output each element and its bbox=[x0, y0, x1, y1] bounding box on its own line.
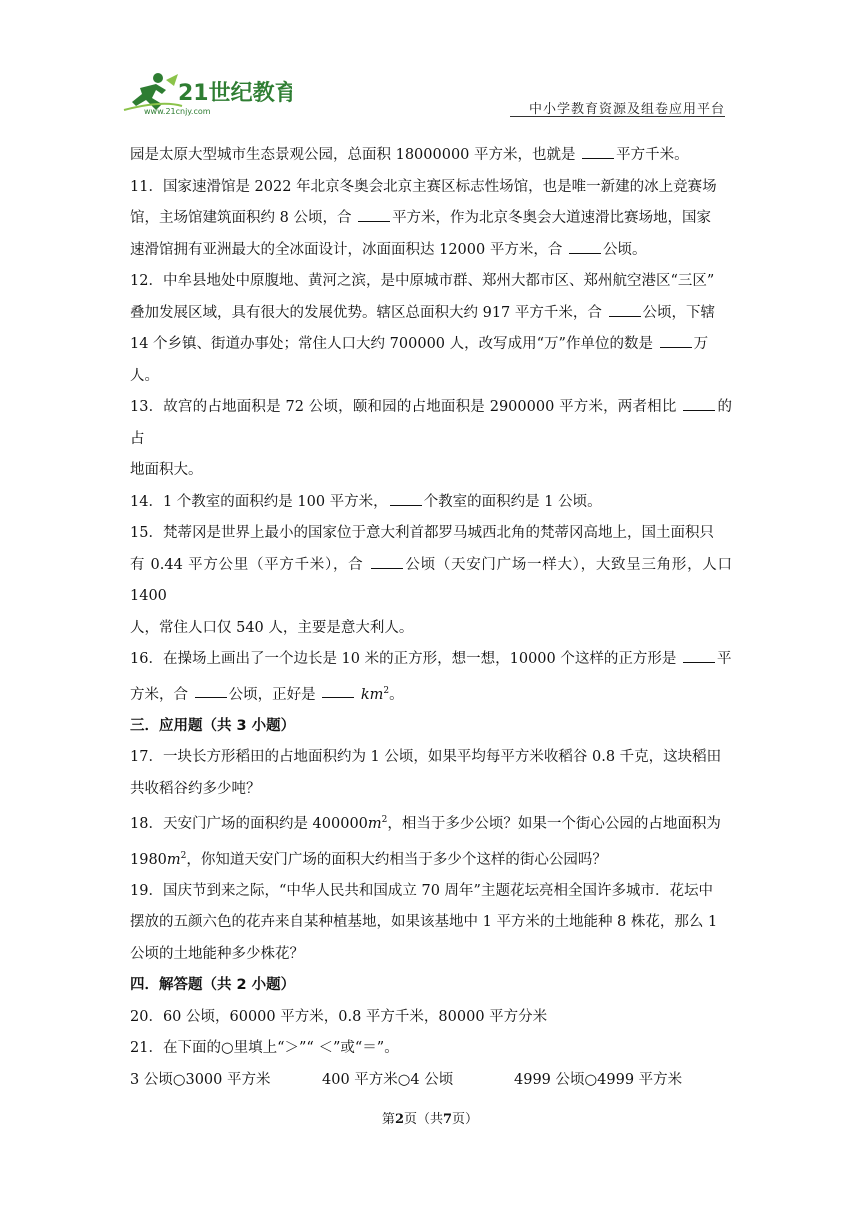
q17: 17．一块长方形稻田的占地面积约为 1 公顷，如果平均每平方米收稻谷 0.8 千克，这块稻田 bbox=[130, 749, 722, 766]
logo-url: www.21cnjy.com bbox=[144, 107, 211, 116]
answer-blank bbox=[683, 396, 715, 411]
text-span: 公顷。 bbox=[602, 241, 647, 258]
text-span: 的占 bbox=[130, 399, 732, 447]
text-span: 叠加发展区域，具有很大的发展优势。辖区总面积大约 917 平方千米，合 bbox=[130, 304, 607, 321]
text-span: km bbox=[360, 686, 384, 703]
text-span: 有 0.44 平方公里（平方千米），合 bbox=[130, 556, 369, 573]
q12: 12．中牟县地处中原腹地、黄河之滨，是中原城市群、郑州大都市区、郑州航空港区“三区” bbox=[130, 273, 715, 289]
answer-blank bbox=[358, 207, 390, 222]
q16 bbox=[130, 644, 732, 676]
text-span bbox=[130, 550, 732, 613]
text-span: 摆放的五颜六色的花卉来自某种植基地，如果该基地中 1 平方米的土地能种 8 株花，那么 1 bbox=[130, 914, 718, 931]
text-span bbox=[130, 329, 732, 361]
text-span bbox=[130, 676, 732, 711]
q11 bbox=[130, 172, 732, 204]
text-span: 1980 bbox=[130, 851, 167, 868]
answer-blank bbox=[609, 302, 641, 317]
page-footer: 第2页（共7页） bbox=[381, 1112, 479, 1127]
compare-item: 4999 公顷○4999 平方米 bbox=[514, 1071, 683, 1088]
text-span: 公顷的土地能种多少株花？ bbox=[130, 945, 304, 962]
text-span bbox=[130, 841, 732, 876]
text-span: 13．故宫的占地面积是 72 公顷，颐和园的占地面积是 2900000 平方米，两者相比 bbox=[130, 399, 682, 415]
text-span: 11．国家速滑馆是 2022 年北京冬奥会北京主赛区标志性场馆，也是唯一新建的冰上竞赛场 bbox=[130, 178, 717, 195]
answer-blank bbox=[322, 683, 354, 698]
text-span bbox=[130, 298, 732, 330]
text-span: 人。 bbox=[130, 367, 159, 384]
answer-blank bbox=[582, 144, 614, 159]
section-4-heading: 四．解答题（共 2 小题） bbox=[130, 977, 296, 994]
q21: 21．在下面的○里填上“＞”“ ＜”或“＝”。 bbox=[130, 1040, 399, 1057]
answer-blank bbox=[569, 239, 601, 254]
q20: 20．60 公顷，60000 平方米，0.8 平方千米，80000 平方分米 bbox=[130, 1008, 548, 1025]
text-span: 18．天安门广场的面积约是 400000 bbox=[130, 816, 368, 833]
answer-blank bbox=[371, 554, 403, 569]
text-span: m bbox=[166, 851, 181, 868]
answer-blank bbox=[195, 683, 227, 698]
text-span: 2 bbox=[381, 815, 388, 826]
text-span: 2 bbox=[180, 850, 187, 861]
answer-blank bbox=[390, 491, 422, 506]
logo bbox=[122, 70, 292, 116]
q15: 15．梵蒂冈是世界上最小的国家位于意大利首都罗马城西北角的梵蒂冈高地上，国土面积只 bbox=[130, 525, 714, 541]
text-span: 。 bbox=[389, 686, 404, 703]
text-span: 公顷（天安门广场一样大），大致呈三角形，人口 1400 bbox=[130, 556, 732, 604]
text-span: 平方米，作为北京冬奥会大道速滑比赛场地，国家 bbox=[392, 210, 712, 226]
text-span: 人，常住人口仅 540 人，主要是意大利人。 bbox=[130, 619, 414, 636]
q19: 19．国庆节到来之际，“中华人民共和国成立 70 周年”主题花坛亮相全国许多城市．花坛中 bbox=[130, 882, 713, 899]
text-span: 园是太原大型城市生态景观公园，总面积 18000000 平方米，也就是 bbox=[130, 147, 581, 163]
q18 bbox=[130, 805, 732, 840]
question-content bbox=[130, 140, 732, 1096]
q21-items bbox=[130, 1065, 732, 1097]
compare-item: 400 平方米○4 公顷 bbox=[322, 1071, 454, 1088]
platform-name: 中小学教育资源及组卷应用平台 bbox=[528, 102, 725, 117]
compare-item: 3 公顷○3000 平方米 bbox=[130, 1071, 271, 1088]
section-3-heading: 三．应用题（共 3 小题） bbox=[130, 717, 296, 734]
text-span: m bbox=[367, 816, 382, 833]
text-span: 平 bbox=[716, 651, 732, 667]
text-span: 万 bbox=[693, 336, 709, 352]
text-span: 个教室的面积约是 1 公顷。 bbox=[423, 493, 602, 510]
text-span: ，你知道天安门广场的面积大约相当于多少个这样的街心公园吗？ bbox=[186, 851, 607, 868]
q10-tail bbox=[130, 140, 732, 172]
text-span bbox=[130, 235, 732, 267]
text-span: 14 个乡镇、街道办事处；常住人口大约 700000 人，改写成用“万”作单位的数是 bbox=[130, 336, 658, 352]
q14 bbox=[130, 487, 732, 519]
answer-blank bbox=[683, 648, 715, 663]
text-span bbox=[130, 203, 732, 235]
text-span: 公顷，下辖 bbox=[642, 304, 716, 321]
text-span: 平方千米。 bbox=[616, 147, 689, 163]
text-span: 16．在操场上画出了一个边长是 10 米的正方形，想一想，10000 个这样的正方形是 bbox=[130, 651, 681, 667]
logo-text: 21世纪教育 bbox=[178, 81, 292, 106]
answer-blank bbox=[660, 333, 692, 348]
text-span: 馆，主场馆建筑面积约 8 公顷，合 bbox=[130, 210, 357, 226]
text-span: 共收稻谷约多少吨？ bbox=[130, 780, 261, 797]
text-span: 14．1 个教室的面积约是 100 平方米， bbox=[130, 493, 388, 510]
text-span: 公顷，正好是 bbox=[228, 686, 321, 703]
text-span: 方米，合 bbox=[130, 686, 193, 703]
text-span: 2 bbox=[383, 685, 390, 696]
header-rule bbox=[510, 116, 725, 117]
text-span: ，相当于多少公顷？如果一个街心公园的占地面积为 bbox=[387, 816, 721, 833]
text-span: 地面积大。 bbox=[130, 462, 203, 478]
text-span: 速滑馆拥有亚洲最大的全冰面设计，冰面面积达 12000 平方米，合 bbox=[130, 241, 567, 258]
q13 bbox=[130, 392, 732, 455]
